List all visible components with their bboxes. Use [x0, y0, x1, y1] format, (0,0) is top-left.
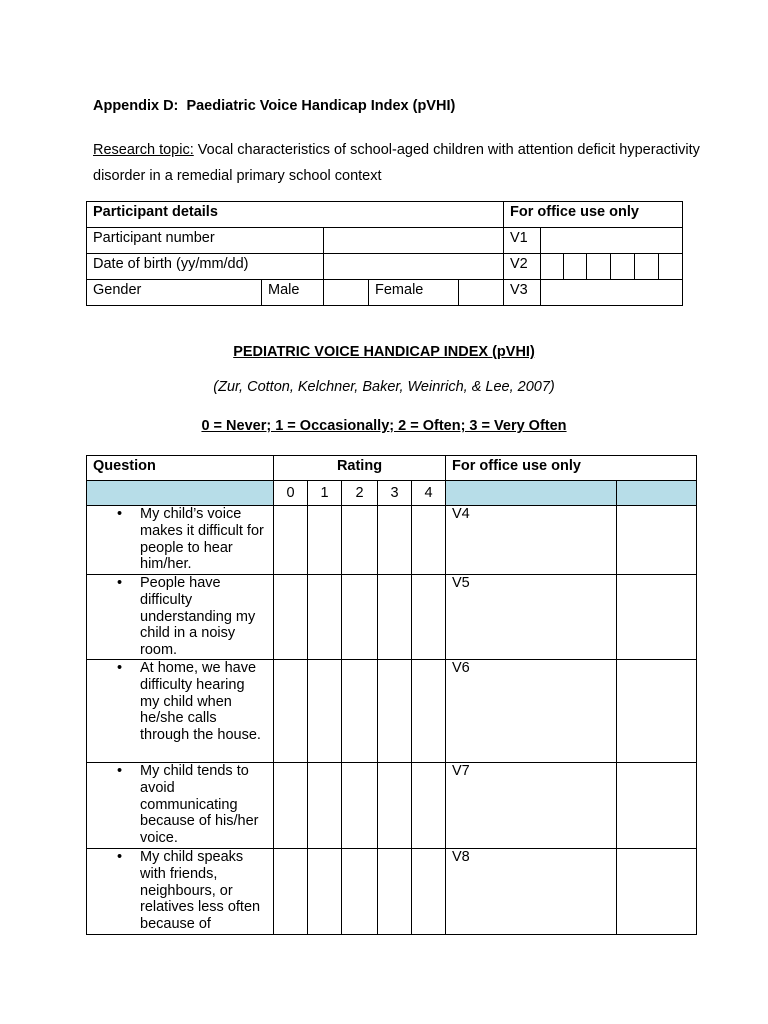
question-text: My child’s voice makes it difficult for people to hear him/her. — [140, 506, 264, 573]
office-box-v2[interactable] — [564, 254, 587, 280]
rating-cell-3[interactable] — [378, 660, 412, 763]
question-cell — [87, 849, 274, 935]
office-value[interactable] — [617, 506, 697, 575]
rating-cell-1[interactable] — [308, 575, 342, 660]
office-subheader-code — [446, 481, 617, 506]
rating-cell-0[interactable] — [274, 849, 308, 935]
office-field-v1[interactable] — [541, 228, 683, 254]
rating-cell-0[interactable] — [274, 660, 308, 763]
question-cell — [87, 575, 274, 660]
bullet-icon: • — [117, 660, 123, 676]
rating-cell-2[interactable] — [342, 506, 378, 575]
office-value[interactable] — [617, 660, 697, 763]
rating-cell-1[interactable] — [308, 660, 342, 763]
rating-cell-2[interactable] — [342, 763, 378, 849]
rating-cell-4[interactable] — [412, 660, 446, 763]
rating-cell-3[interactable] — [378, 763, 412, 849]
question-subheader — [87, 481, 274, 506]
office-code: V8 — [446, 849, 617, 935]
question-cell — [87, 506, 274, 575]
table-row — [87, 575, 697, 660]
male-label: Male — [262, 280, 324, 306]
bullet-icon: • — [117, 763, 123, 779]
questions-table — [86, 455, 697, 935]
rating-cell-1[interactable] — [308, 763, 342, 849]
participant-number-field[interactable] — [324, 228, 504, 254]
rating-cell-2[interactable] — [342, 849, 378, 935]
rating-cell-0[interactable] — [274, 506, 308, 575]
rating-scale: 0 = Never; 1 = Occasionally; 2 = Often; 3 = Very Often — [201, 418, 567, 434]
rating-cell-0[interactable] — [274, 763, 308, 849]
rating-cell-3[interactable] — [378, 575, 412, 660]
office-field-v3[interactable] — [541, 280, 683, 306]
office-box-v2[interactable] — [611, 254, 635, 280]
index-title: PEDIATRIC VOICE HANDICAP INDEX (pVHI) — [233, 344, 535, 360]
rating-header: Rating — [274, 456, 446, 481]
question-cell — [87, 660, 274, 763]
question-text: My child speaks with friends, neighbours, or relatives less often because of — [140, 849, 261, 933]
participant-details-table — [86, 201, 683, 306]
rating-label-4: 4 — [412, 481, 446, 506]
office-use-header: For office use only — [504, 202, 683, 228]
table-row — [87, 763, 697, 849]
female-label: Female — [369, 280, 459, 306]
office-value[interactable] — [617, 849, 697, 935]
office-code-v2: V2 — [504, 254, 541, 280]
question-cell — [87, 763, 274, 849]
office-box-v2[interactable] — [635, 254, 659, 280]
office-code: V4 — [446, 506, 617, 575]
participant-details-header: Participant details — [87, 202, 504, 228]
office-box-v2[interactable] — [541, 254, 564, 280]
rating-cell-4[interactable] — [412, 763, 446, 849]
office-box-v2[interactable] — [659, 254, 683, 280]
office-subheader-value — [617, 481, 697, 506]
rating-cell-3[interactable] — [378, 506, 412, 575]
gender-label: Gender — [87, 280, 262, 306]
rating-label-0: 0 — [274, 481, 308, 506]
female-checkbox[interactable] — [459, 280, 504, 306]
research-topic-text: Vocal characteristics of school-aged children with attention deficit hyperactivity disorder in a remedial primary school context — [93, 142, 700, 184]
office-value[interactable] — [617, 763, 697, 849]
office-use-header: For office use only — [446, 456, 697, 481]
rating-cell-2[interactable] — [342, 660, 378, 763]
rating-cell-1[interactable] — [308, 506, 342, 575]
rating-cell-4[interactable] — [412, 849, 446, 935]
dob-field[interactable] — [324, 254, 504, 280]
rating-label-2: 2 — [342, 481, 378, 506]
rating-cell-2[interactable] — [342, 575, 378, 660]
rating-cell-0[interactable] — [274, 575, 308, 660]
rating-label-1: 1 — [308, 481, 342, 506]
bullet-icon: • — [117, 575, 123, 591]
question-text: At home, we have difficulty hearing my child when he/she calls through the house. — [140, 660, 261, 744]
office-code-v1: V1 — [504, 228, 541, 254]
bullet-icon: • — [117, 849, 123, 865]
male-checkbox[interactable] — [324, 280, 369, 306]
table-row — [87, 660, 697, 763]
office-value[interactable] — [617, 575, 697, 660]
rating-cell-3[interactable] — [378, 849, 412, 935]
dob-label: Date of birth (yy/mm/dd) — [87, 254, 324, 280]
research-topic — [93, 137, 703, 189]
office-code: V5 — [446, 575, 617, 660]
table-row — [87, 849, 697, 935]
office-box-v2[interactable] — [587, 254, 611, 280]
research-topic-label: Research topic: — [93, 142, 194, 158]
question-text: People have difficulty understanding my child in a noisy room. — [140, 575, 256, 659]
rating-cell-1[interactable] — [308, 849, 342, 935]
rating-cell-4[interactable] — [412, 506, 446, 575]
office-code: V6 — [446, 660, 617, 763]
bullet-icon: • — [117, 506, 123, 522]
index-citation: (Zur, Cotton, Kelchner, Baker, Weinrich, & Lee, 2007) — [213, 379, 555, 395]
question-text: My child tends to avoid communicating because of his/her voice. — [140, 763, 259, 847]
page-heading: Appendix D: Paediatric Voice Handicap Index (pVHI) — [93, 98, 456, 114]
table-row — [87, 506, 697, 575]
office-code-v3: V3 — [504, 280, 541, 306]
rating-label-3: 3 — [378, 481, 412, 506]
rating-cell-4[interactable] — [412, 575, 446, 660]
participant-number-label: Participant number — [87, 228, 324, 254]
office-code: V7 — [446, 763, 617, 849]
question-header: Question — [87, 456, 274, 481]
